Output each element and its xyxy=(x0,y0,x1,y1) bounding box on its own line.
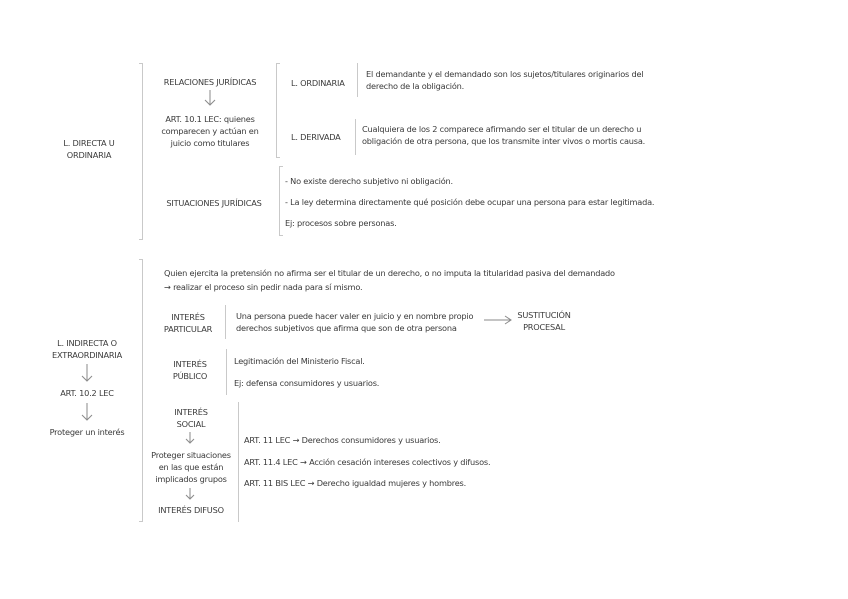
indirecta-intro: Quien ejercita la pretensión no afirma ser el titular de un derecho, o no imputa la titularidad pasiva del demandado xyxy=(164,268,615,278)
l-ordinaria: L. ORDINARIA xyxy=(291,78,345,88)
arrow-down-icon xyxy=(80,363,94,383)
interes-difuso: INTERÉS DIFUSO xyxy=(158,505,224,515)
derivada-desc: Cualquiera de los 2 comparece afirmando ser el titular de un derecho u obligación de otra persona, que los transmite inter vivos o mortis causa. xyxy=(362,124,646,146)
bracket-indirecta xyxy=(142,259,143,521)
arrow-down-icon xyxy=(184,431,196,445)
interes-publico: INTERÉS PÚBLICO xyxy=(172,359,208,381)
bracket-situaciones xyxy=(279,166,280,235)
bracket-relaciones-top xyxy=(276,63,280,64)
arrow-down-icon xyxy=(80,402,94,422)
ordinaria-desc: El demandante y el demandado son los sujetos/titulares originarios del derecho de la obligación. xyxy=(366,69,644,91)
situaciones-juridicas: SITUACIONES JURÍDICAS xyxy=(166,198,262,208)
interes-particular: INTERÉS PARTICULAR xyxy=(163,312,213,334)
bracket-indirecta-top xyxy=(139,259,143,260)
indirecta-title: L. INDIRECTA O EXTRAORDINARIA xyxy=(52,338,122,360)
l-derivada: L. DERIVADA xyxy=(291,132,341,142)
interes-social: INTERÉS SOCIAL xyxy=(174,407,208,429)
bracket-directa-top xyxy=(139,63,143,64)
bracket-ordinaria xyxy=(357,63,358,97)
bracket-indirecta-bottom xyxy=(139,521,143,522)
situaciones-item: Ej: procesos sobre personas. xyxy=(285,218,397,228)
situaciones-item: - La ley determina directamente qué posición debe ocupar una persona para estar legitimada. xyxy=(285,197,655,207)
bracket-directa-bottom xyxy=(139,239,143,240)
social-item: ART. 11 LEC → Derechos consumidores y usuarios. xyxy=(244,435,441,445)
bracket-situaciones-bottom xyxy=(279,235,283,236)
sustitucion-procesal: SUSTITUCIÓN PROCESAL xyxy=(517,310,571,332)
arrow-down-icon xyxy=(203,89,217,107)
social-item: ART. 11 BIS LEC → Derecho igualdad mujeres y hombres. xyxy=(244,478,467,488)
situaciones-item: - No existe derecho subjetivo ni obligación. xyxy=(285,176,453,186)
bracket-situaciones-top xyxy=(279,166,283,167)
relaciones-juridicas: RELACIONES JURÍDICAS xyxy=(163,77,257,87)
bracket-social xyxy=(238,402,239,522)
art-10-2-lec: ART. 10.2 LEC xyxy=(60,388,114,398)
arrow-down-icon xyxy=(184,487,196,501)
art-10-1-lec: ART. 10.1 LEC: quienes comparecen y actúan en juicio como titulares xyxy=(161,114,259,148)
bracket-directa xyxy=(142,63,143,239)
directa-title: L. DIRECTA U ORDINARIA xyxy=(63,138,115,160)
social-item: ART. 11.4 LEC → Acción cesación intereses colectivos y difusos. xyxy=(244,457,491,467)
proteger-interes: Proteger un interés xyxy=(49,427,125,437)
bracket-publico xyxy=(226,349,227,395)
particular-desc: Una persona puede hacer valer en juicio y en nombre propio derechos subjetivos que afirma que son de otra persona xyxy=(236,311,474,333)
indirecta-intro: → realizar el proceso sin pedir nada para sí mismo. xyxy=(164,282,363,292)
publico-item: Legitimación del Ministerio Fiscal. xyxy=(234,356,365,366)
bracket-derivada xyxy=(355,119,356,155)
publico-item: Ej: defensa consumidores y usuarios. xyxy=(234,378,380,388)
social-desc: Proteger situaciones en las que están implicados grupos xyxy=(151,450,231,484)
bracket-relaciones xyxy=(276,63,277,157)
bracket-relaciones-bottom xyxy=(276,157,280,158)
bracket-particular xyxy=(225,305,226,339)
